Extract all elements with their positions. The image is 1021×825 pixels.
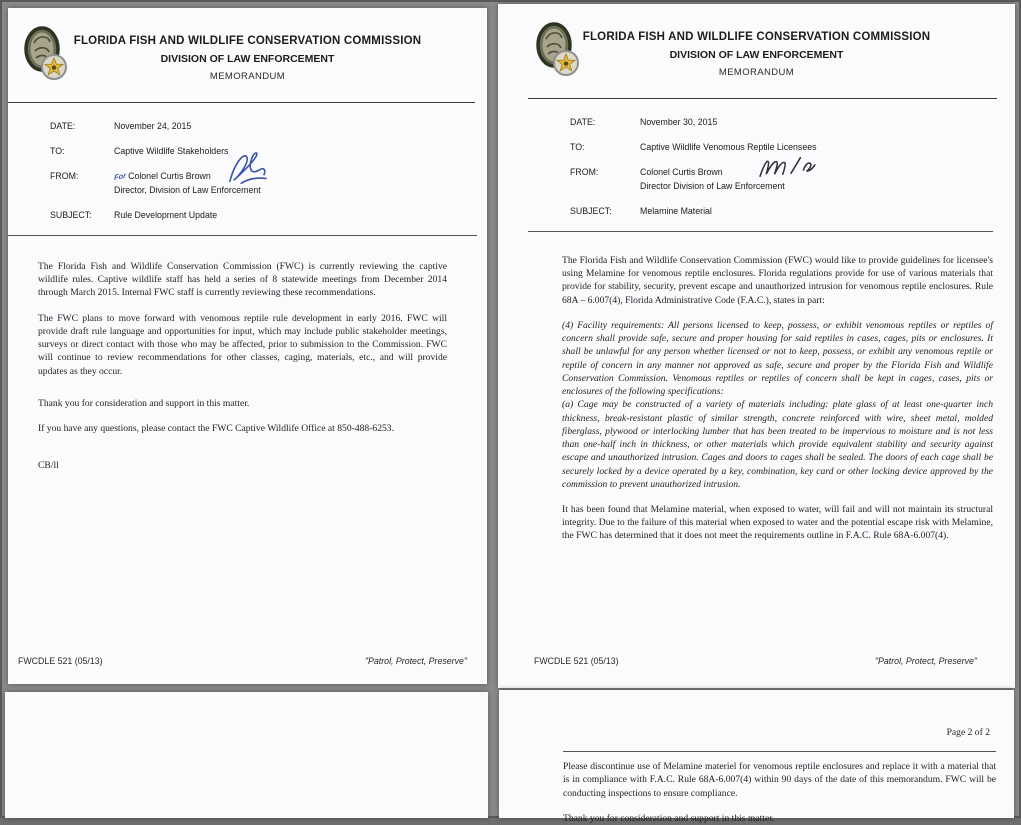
subject-row xyxy=(50,210,487,220)
paragraph: Thank you for consideration and support in this matter. xyxy=(38,397,250,409)
date-row xyxy=(50,121,487,131)
handwritten-for-mark: For xyxy=(113,170,127,183)
subject-label: SUBJECT: xyxy=(570,206,612,216)
motto: "Patrol, Protect, Preserve" xyxy=(874,656,977,666)
from-label: FROM: xyxy=(570,167,599,177)
form-number: FWCDLE 521 (05/13) xyxy=(18,656,103,666)
memo-fields xyxy=(570,117,1015,216)
date-value: November 30, 2015 xyxy=(640,117,718,127)
paragraph: Please discontinue use of Melamine materiel for venomous reptile enclosures and replace it with a material that is in compliance with F.A.C. Rule 68A-6.007(4) within 90 days of the date of this memorandum. FWC will be conducting inspections to ensure compliance. xyxy=(563,761,996,799)
paragraph: The Florida Fish and Wildlife Conservation Commission (FWC) is currently reviewing the captive wildlife rules. Captive wildlife staff has held a series of 8 statewide meetings from December 2014 through March 2015. Internal FWC staff is currently reviewing these recommendations. xyxy=(38,261,447,299)
page-number: Page 2 of 2 xyxy=(946,727,990,738)
date-row xyxy=(570,117,1015,127)
letterhead xyxy=(498,4,1015,78)
division: DIVISION OF LAW ENFORCEMENT xyxy=(160,53,335,65)
motto: "Patrol, Protect, Preserve" xyxy=(364,656,467,666)
from-value xyxy=(640,167,785,191)
fields-rule xyxy=(563,751,996,752)
subject-value: Rule Development Update xyxy=(114,210,218,220)
rule-quote-block xyxy=(562,319,993,491)
to-value: Captive Wildlife Stakeholders xyxy=(114,146,229,156)
signature-scribble-blue xyxy=(222,149,270,187)
from-value xyxy=(114,171,261,195)
date-label: DATE: xyxy=(50,121,76,131)
header-rule xyxy=(528,98,997,99)
to-label: TO: xyxy=(50,146,65,156)
author-initials: CB/ll xyxy=(38,460,59,472)
paragraph: If you have any questions, please contact the FWC Captive Wildlife Office at 850-488-6253. xyxy=(38,423,394,435)
memo-body xyxy=(38,260,447,473)
subject-value: Melamine Material xyxy=(640,206,712,216)
to-row xyxy=(570,142,1015,152)
from-title: Director Division of Law Enforcement xyxy=(640,181,785,191)
form-number: FWCDLE 521 (05/13) xyxy=(534,656,619,666)
blank-page-fragment xyxy=(5,692,488,818)
letterhead xyxy=(8,8,487,82)
paragraph: The Florida Fish and Wildlife Conservation Commission (FWC) would like to provide guidelines for licensee's using Melamine for venomous reptile enclosures. Florida regulations provide for use of various materials that provide for stability, security, prevent escape and unauthorized intrusion for venomous reptile enclosures. Rule 68A – 6.007(4), Florida Administrative Code (F.A.C.), states in part: xyxy=(562,255,993,306)
from-row xyxy=(570,167,1015,191)
from-row xyxy=(50,171,487,195)
doc-type: MEMORANDUM xyxy=(718,67,795,78)
page-footer xyxy=(18,656,467,666)
memo2-page2-fragment xyxy=(499,690,1014,824)
quote-paragraph: (4) Facility requirements: All persons licensed to keep, possess, or exhibit venomous reptiles or reptiles of concern shall provide safe, secure and proper housing for said reptiles in cases, cages, pits or enclosures. It shall be unlawful for any person whether licensed or not to keep, possess, or exhibit any venomous reptile or reptile of concern in any manner not approved as safe, secure and proper by the Florida Fish and Wildlife Conservation Commission. Venomous reptiles or reptiles of concern shall be kept in cages, cases, pits or enclosures of the following specifications: xyxy=(562,319,993,398)
fields-rule xyxy=(528,231,993,232)
paragraph: Thank you for consideration and support in this matter. xyxy=(563,812,775,824)
quote-paragraph: (a) Cage may be constructed of a variety of materials including: plate glass of at least one-quarter inch thickness, break-resistant plastic of similar strength, concrete reinforced with wire, sheet metal, molded fiberglass, plywood or interlocking lumber that has been treated to be impervious to moisture and is not less than one-half inch in thickness, or other materials which provide equivalent stability and security against escape and unauthorized intrusion. Cages and doors to cages shall be sealed. The doors of each cage shall be securely locked by a device operated by a key, combination, key card or other locking device approved by the commission to prevent unauthorized intrusion. xyxy=(562,399,993,490)
subject-row xyxy=(570,206,1015,216)
memo-body xyxy=(562,254,993,543)
from-name: Colonel Curtis Brown xyxy=(640,167,723,177)
subject-label: SUBJECT: xyxy=(50,210,92,220)
page2-body xyxy=(563,726,996,825)
from-label: FROM: xyxy=(50,171,79,181)
memo-fields xyxy=(50,121,487,220)
org-title: FLORIDA FISH AND WILDLIFE CONSERVATION COMMISSION xyxy=(582,31,931,43)
fields-rule xyxy=(8,235,477,236)
date-value: November 24, 2015 xyxy=(114,121,192,131)
memo2-page xyxy=(498,4,1015,688)
header-rule xyxy=(8,102,475,103)
signature-scribble-dark xyxy=(758,155,820,181)
paragraph: The FWC plans to move forward with venomous reptile rule development in early 2016. FWC will provide draft rule language and opportunities for input, which may include public stakeholder meetings, surveys or direct contact with those who may be affected, prior to submission to the Commission. FWC will continue to review recommendations for other classes, caging, materials, etc., and will provide updates as they occur. xyxy=(38,312,447,377)
division: DIVISION OF LAW ENFORCEMENT xyxy=(669,49,844,61)
to-value: Captive Wildlife Venomous Reptile Licensees xyxy=(640,142,817,152)
page-footer xyxy=(534,656,977,666)
fwc-badge-logo xyxy=(534,21,580,77)
memo1-page xyxy=(8,8,487,684)
date-label: DATE: xyxy=(570,117,596,127)
org-title: FLORIDA FISH AND WILDLIFE CONSERVATION COMMISSION xyxy=(73,35,422,47)
doc-type: MEMORANDUM xyxy=(209,71,286,82)
fwc-badge-logo xyxy=(22,25,68,81)
from-name: Colonel Curtis Brown xyxy=(128,171,211,181)
paragraph: It has been found that Melamine material, when exposed to water, will fail and will not maintain its structural integrity. Due to the failure of this material when exposed to water and the potential escape risk with Melamine, the FWC has determined that it does not meet the requirements outline in F.A.C. Rule 68A-6.007(4). xyxy=(562,503,993,542)
to-label: TO: xyxy=(570,142,585,152)
from-title: Director, Division of Law Enforcement xyxy=(114,185,261,195)
